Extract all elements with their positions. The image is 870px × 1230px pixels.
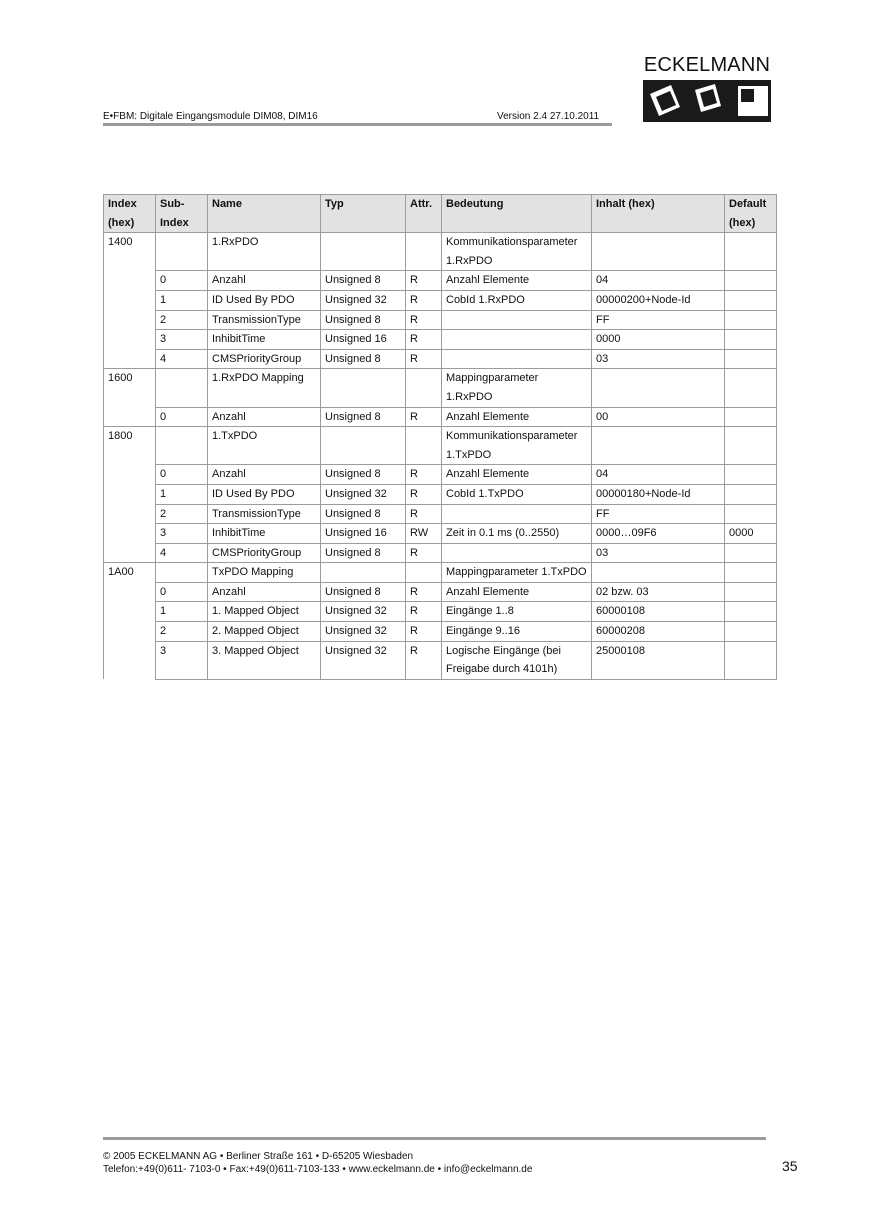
- cell-inhalt: 00000200+Node-Id: [592, 290, 725, 310]
- cell-inhalt: [592, 369, 725, 407]
- table-row: [104, 310, 777, 330]
- cell-name: ID Used By PDO: [208, 484, 321, 504]
- cell-bedeutung: Mappingparameter 1.TxPDO: [442, 563, 592, 583]
- cell-attr: RW: [406, 524, 442, 544]
- cell-bedeutung: Anzahl Elemente: [442, 582, 592, 602]
- cell-typ: Unsigned 8: [321, 349, 406, 369]
- cell-default: [725, 310, 777, 330]
- cell-index: [104, 524, 156, 544]
- cell-attr: [406, 233, 442, 271]
- cell-attr: [406, 563, 442, 583]
- table-row: [104, 369, 777, 407]
- cell-inhalt: 0000…09F6: [592, 524, 725, 544]
- cell-inhalt: FF: [592, 310, 725, 330]
- cell-default: [725, 504, 777, 524]
- cell-bedeutung: [442, 543, 592, 563]
- cell-sub-index: 0: [156, 465, 208, 485]
- cell-bedeutung: Zeit in 0.1 ms (0..2550): [442, 524, 592, 544]
- table-row: [104, 290, 777, 310]
- table-row: [104, 602, 777, 622]
- footer-address: © 2005 ECKELMANN AG • Berliner Straße 161 • D-65205 Wiesbaden: [103, 1151, 414, 1162]
- table-row: [104, 504, 777, 524]
- cell-attr: R: [406, 602, 442, 622]
- cell-default: [725, 465, 777, 485]
- cell-index: 1400: [104, 233, 156, 271]
- cell-index: 1A00: [104, 563, 156, 583]
- cell-bedeutung: Anzahl Elemente: [442, 271, 592, 291]
- cell-default: [725, 330, 777, 350]
- cell-index: [104, 465, 156, 485]
- cell-index: 1800: [104, 427, 156, 465]
- cell-default: [725, 427, 777, 465]
- cell-bedeutung: [442, 330, 592, 350]
- cell-default: [725, 622, 777, 642]
- cell-bedeutung: Eingänge 9..16: [442, 622, 592, 642]
- cell-name: 1.RxPDO Mapping: [208, 369, 321, 407]
- cell-name: InhibitTime: [208, 524, 321, 544]
- cell-default: [725, 543, 777, 563]
- cell-typ: Unsigned 8: [321, 407, 406, 427]
- cell-inhalt: [592, 563, 725, 583]
- table-row: [104, 641, 777, 679]
- cell-typ: Unsigned 32: [321, 622, 406, 642]
- cell-typ: Unsigned 32: [321, 641, 406, 679]
- cell-default: [725, 641, 777, 679]
- cell-inhalt: 03: [592, 349, 725, 369]
- cell-default: [725, 484, 777, 504]
- cell-sub-index: 1: [156, 602, 208, 622]
- cell-bedeutung: Anzahl Elemente: [442, 407, 592, 427]
- cell-default: [725, 407, 777, 427]
- logo-text: ECKELMANN: [643, 54, 771, 76]
- cell-bedeutung: Eingänge 1..8: [442, 602, 592, 622]
- cell-index: [104, 504, 156, 524]
- cell-bedeutung: CobId 1.TxPDO: [442, 484, 592, 504]
- cell-index: [104, 582, 156, 602]
- cell-attr: R: [406, 330, 442, 350]
- cell-sub-index: [156, 369, 208, 407]
- table-row: [104, 582, 777, 602]
- column-header-attr: Attr.: [406, 195, 442, 233]
- cell-sub-index: 3: [156, 641, 208, 679]
- column-header-sub-index: Sub-Index: [156, 195, 208, 233]
- header-divider: [103, 123, 612, 126]
- cell-index: [104, 407, 156, 427]
- table-row: [104, 563, 777, 583]
- table-row: [104, 407, 777, 427]
- cell-attr: R: [406, 271, 442, 291]
- cell-sub-index: [156, 233, 208, 271]
- cell-sub-index: 4: [156, 543, 208, 563]
- cell-inhalt: 02 bzw. 03: [592, 582, 725, 602]
- cell-sub-index: 2: [156, 504, 208, 524]
- table-row: [104, 484, 777, 504]
- cell-inhalt: FF: [592, 504, 725, 524]
- cell-sub-index: 4: [156, 349, 208, 369]
- column-header-inhalt: Inhalt (hex): [592, 195, 725, 233]
- cell-inhalt: 00000180+Node-Id: [592, 484, 725, 504]
- cell-name: 1.RxPDO: [208, 233, 321, 271]
- cell-typ: Unsigned 16: [321, 524, 406, 544]
- cell-attr: R: [406, 641, 442, 679]
- cell-attr: [406, 427, 442, 465]
- cell-default: [725, 563, 777, 583]
- column-header-bedeutung: Bedeutung: [442, 195, 592, 233]
- cell-attr: [406, 369, 442, 407]
- cell-name: 3. Mapped Object: [208, 641, 321, 679]
- column-header-name: Name: [208, 195, 321, 233]
- cell-index: [104, 484, 156, 504]
- cell-inhalt: 04: [592, 465, 725, 485]
- cell-sub-index: [156, 563, 208, 583]
- cell-sub-index: 1: [156, 290, 208, 310]
- cell-bedeutung: Anzahl Elemente: [442, 465, 592, 485]
- cell-name: Anzahl: [208, 271, 321, 291]
- cell-default: [725, 349, 777, 369]
- cell-sub-index: [156, 427, 208, 465]
- cell-inhalt: 25000108: [592, 641, 725, 679]
- cell-sub-index: 0: [156, 407, 208, 427]
- table-row: [104, 524, 777, 544]
- cell-typ: Unsigned 8: [321, 271, 406, 291]
- cell-index: [104, 330, 156, 350]
- cell-inhalt: 03: [592, 543, 725, 563]
- cell-inhalt: [592, 233, 725, 271]
- cell-typ: [321, 427, 406, 465]
- cell-name: 1.TxPDO: [208, 427, 321, 465]
- cell-name: Anzahl: [208, 407, 321, 427]
- document-title: E•FBM: Digitale Eingangsmodule DIM08, DIM16: [103, 111, 318, 122]
- cell-attr: R: [406, 582, 442, 602]
- cell-default: [725, 271, 777, 291]
- cell-inhalt: 04: [592, 271, 725, 291]
- cell-name: 1. Mapped Object: [208, 602, 321, 622]
- cell-default: [725, 602, 777, 622]
- cell-attr: R: [406, 622, 442, 642]
- footer-contact: Telefon:+49(0)611- 7103-0 • Fax:+49(0)611-7103-133 • www.eckelmann.de • info@eckelmann.de: [103, 1164, 533, 1175]
- cell-inhalt: 60000108: [592, 602, 725, 622]
- cell-sub-index: 3: [156, 524, 208, 544]
- cell-inhalt: 60000208: [592, 622, 725, 642]
- cell-typ: Unsigned 32: [321, 602, 406, 622]
- cell-name: 2. Mapped Object: [208, 622, 321, 642]
- cell-default: [725, 369, 777, 407]
- cell-bedeutung: [442, 310, 592, 330]
- cell-typ: Unsigned 8: [321, 310, 406, 330]
- object-dictionary-table: [103, 194, 777, 680]
- cell-name: TransmissionType: [208, 310, 321, 330]
- cell-sub-index: 3: [156, 330, 208, 350]
- cell-typ: [321, 369, 406, 407]
- cell-attr: R: [406, 543, 442, 563]
- cell-typ: Unsigned 8: [321, 504, 406, 524]
- table-row: [104, 271, 777, 291]
- cell-bedeutung: Logische Eingänge (bei Freigabe durch 4101h): [442, 641, 592, 679]
- cell-name: ID Used By PDO: [208, 290, 321, 310]
- cell-index: [104, 310, 156, 330]
- cell-inhalt: 00: [592, 407, 725, 427]
- cell-index: [104, 543, 156, 563]
- cell-attr: R: [406, 504, 442, 524]
- cell-typ: Unsigned 16: [321, 330, 406, 350]
- cell-sub-index: 2: [156, 622, 208, 642]
- footer-divider: [103, 1137, 766, 1140]
- cell-default: [725, 290, 777, 310]
- logo-squares-icon: [643, 80, 771, 122]
- cell-index: 1600: [104, 369, 156, 407]
- column-header-typ: Typ: [321, 195, 406, 233]
- company-logo: [643, 54, 771, 122]
- cell-sub-index: 2: [156, 310, 208, 330]
- cell-bedeutung: Kommunikationsparameter 1.RxPDO: [442, 233, 592, 271]
- table-row: [104, 427, 777, 465]
- table-row: [104, 465, 777, 485]
- cell-sub-index: 1: [156, 484, 208, 504]
- table-row: [104, 233, 777, 271]
- cell-attr: R: [406, 407, 442, 427]
- cell-index: [104, 290, 156, 310]
- cell-name: InhibitTime: [208, 330, 321, 350]
- cell-attr: R: [406, 349, 442, 369]
- cell-typ: [321, 563, 406, 583]
- table-row: [104, 543, 777, 563]
- cell-bedeutung: [442, 504, 592, 524]
- cell-default: 0000: [725, 524, 777, 544]
- column-header-index: Index (hex): [104, 195, 156, 233]
- cell-typ: Unsigned 32: [321, 290, 406, 310]
- cell-sub-index: 0: [156, 582, 208, 602]
- document-version: Version 2.4 27.10.2011: [497, 111, 600, 122]
- column-header-default: Default (hex): [725, 195, 777, 233]
- cell-bedeutung: CobId 1.RxPDO: [442, 290, 592, 310]
- cell-bedeutung: Kommunikationsparameter 1.TxPDO: [442, 427, 592, 465]
- cell-index: [104, 622, 156, 642]
- cell-index: [104, 602, 156, 622]
- cell-default: [725, 582, 777, 602]
- cell-name: CMSPriorityGroup: [208, 349, 321, 369]
- cell-default: [725, 233, 777, 271]
- cell-typ: [321, 233, 406, 271]
- cell-typ: Unsigned 32: [321, 484, 406, 504]
- cell-index: [104, 641, 156, 679]
- cell-index: [104, 349, 156, 369]
- cell-attr: R: [406, 465, 442, 485]
- table-row: [104, 330, 777, 350]
- cell-name: TransmissionType: [208, 504, 321, 524]
- cell-sub-index: 0: [156, 271, 208, 291]
- table-row: [104, 349, 777, 369]
- cell-name: TxPDO Mapping: [208, 563, 321, 583]
- cell-attr: R: [406, 290, 442, 310]
- table-header-row: [104, 195, 777, 233]
- cell-inhalt: 0000: [592, 330, 725, 350]
- cell-inhalt: [592, 427, 725, 465]
- cell-attr: R: [406, 310, 442, 330]
- cell-typ: Unsigned 8: [321, 465, 406, 485]
- cell-typ: Unsigned 8: [321, 582, 406, 602]
- cell-typ: Unsigned 8: [321, 543, 406, 563]
- page-number: 35: [782, 1158, 798, 1174]
- table-row: [104, 622, 777, 642]
- cell-bedeutung: Mappingparameter 1.RxPDO: [442, 369, 592, 407]
- cell-index: [104, 271, 156, 291]
- cell-name: CMSPriorityGroup: [208, 543, 321, 563]
- cell-bedeutung: [442, 349, 592, 369]
- cell-name: Anzahl: [208, 582, 321, 602]
- cell-name: Anzahl: [208, 465, 321, 485]
- cell-attr: R: [406, 484, 442, 504]
